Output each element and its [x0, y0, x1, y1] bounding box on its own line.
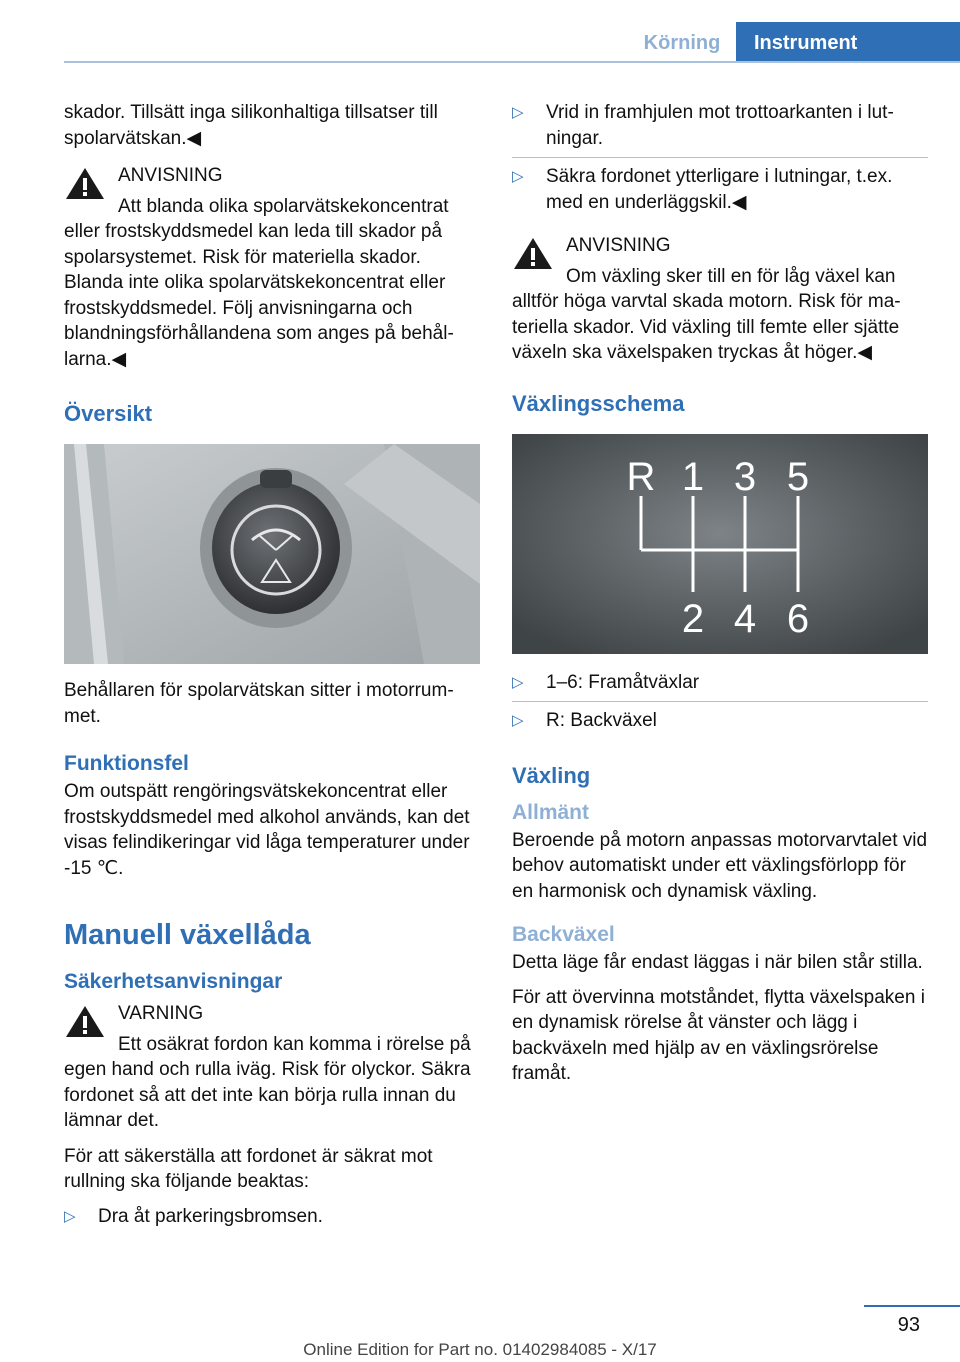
gear-label-r: R — [626, 454, 656, 499]
list-item-text: Vrid in framhjulen mot trottoarkanten i lutningar. — [546, 102, 894, 149]
allmant-heading: Allmänt — [512, 800, 590, 824]
intro-paragraph: skador. Tillsätt inga silikonhaltiga tillsatser till spolarvätskan.◀ — [64, 102, 438, 149]
warning-triangle-icon — [64, 1003, 106, 1039]
backvaxel-heading: Backväxel — [512, 923, 615, 946]
vaxling-heading: Växling — [512, 762, 591, 788]
triangle-bullet-icon: ▷ — [64, 1207, 76, 1225]
washer-reservoir-photo — [64, 444, 480, 664]
list-item — [512, 670, 928, 703]
warning-triangle-icon — [512, 235, 554, 271]
shift-pattern-diagram — [512, 434, 928, 654]
manual-gearbox-heading: Manuell växellåda — [64, 919, 311, 951]
triangle-bullet-icon: ▷ — [512, 712, 524, 729]
gear-label-6: 6 — [786, 596, 810, 641]
warning-rolling — [64, 1001, 480, 1134]
funktionsfel-text: Om outspätt rengöringsvätskekoncentrat eller frostskyddsmedel med alkohol används, kan det visas felindikeringar vid låga temperaturer under -15 ℃. — [64, 781, 470, 879]
gear-label-4: 4 — [733, 596, 757, 641]
gear-label-2: 2 — [681, 596, 705, 641]
gear-label-1: 1 — [681, 454, 705, 499]
list-item-text: Dra åt parkeringsbromsen. — [98, 1205, 323, 1227]
gear-label-3: 3 — [733, 454, 757, 499]
shift-pattern-heading: Växlingsschema — [512, 390, 685, 416]
header-rule — [64, 61, 960, 63]
list-item — [512, 100, 928, 158]
notice-text: Att blanda olika spolarvätskekoncentrat eller frostskyddsmedel kan leda till skador på spolarsystemet. Risk för materiella skador. Blanda inte olika spolarvätskekoncentrat eller frostskyddsmedel. Följ anvisningarna och blandningsförhållandena som anges på behållarna.◀ — [64, 195, 454, 370]
notice-title: ANVISNING — [566, 235, 671, 256]
triangle-bullet-icon: ▷ — [512, 104, 524, 121]
warning-text: Ett osäkrat fordon kan komma i rörelse på egen hand och rulla iväg. Risk för olyckor. Säkra fordonet så att det inte kan börja rulla innan du lämnar det. — [64, 1033, 471, 1131]
triangle-bullet-icon: ▷ — [512, 168, 524, 185]
backvaxel-text-1: Detta läge får endast läggas i när bilen står stilla. — [512, 952, 923, 973]
chapter-tab-instrument[interactable]: Instrument — [736, 22, 960, 62]
list-item — [512, 164, 928, 221]
list-item-text: R: Backväxel — [546, 710, 657, 731]
notice-washer-fluid — [64, 163, 480, 372]
gear-label-5: 5 — [786, 454, 810, 499]
footer-rule — [864, 1305, 960, 1307]
triangle-bullet-icon: ▷ — [512, 673, 524, 691]
backvaxel-text-2: För att övervinna motståndet, flytta växelspaken i en dynamisk rörelse åt vänster och lägg i backväxeln med hjälp av en växlingsrörelse framåt. — [512, 986, 925, 1084]
notice-gear-shift — [512, 233, 928, 366]
list-item — [64, 1204, 480, 1236]
list-item — [512, 708, 928, 740]
notice-text: Om växling sker till en för låg växel kan alltför höga varvtal skada motorn. Risk för materiella skador. Vid växling till femte eller sjätte växeln ska växelspaken tryckas åt höger.◀ — [512, 265, 901, 363]
right-column — [512, 100, 928, 1096]
list-item-text: 1–6: Framåtväxlar — [546, 671, 700, 693]
list-item-text: Säkra fordonet ytterligare i lutningar, t.ex. med en underläggskil.◀ — [546, 166, 893, 213]
funktionsfel-heading: Funktionsfel — [64, 752, 189, 775]
section-tab-korning[interactable]: Körning — [643, 32, 721, 54]
secure-text: För att säkerställa att fordonet är säkrat mot rullning ska följande beaktas: — [64, 1145, 433, 1192]
oversikt-heading: Översikt — [64, 401, 153, 426]
warning-triangle-icon — [64, 165, 106, 201]
page-number: 93 — [897, 1314, 920, 1336]
safety-heading: Säkerhetsanvisningar — [64, 970, 283, 993]
warning-title: VARNING — [118, 1003, 204, 1024]
footer-edition: Online Edition for Part no. 01402984085 - X/17 — [303, 1340, 657, 1359]
allmant-text: Beroende på motorn anpassas motorvarvtalet vid behov automatiskt under ett växlingsförlopp för en harmonisk och dynamisk växling. — [512, 829, 928, 902]
notice-title: ANVISNING — [118, 165, 223, 186]
photo-caption: Behållaren för spolarvätskan sitter i motorrummet. — [64, 680, 454, 727]
left-column — [64, 100, 480, 1235]
